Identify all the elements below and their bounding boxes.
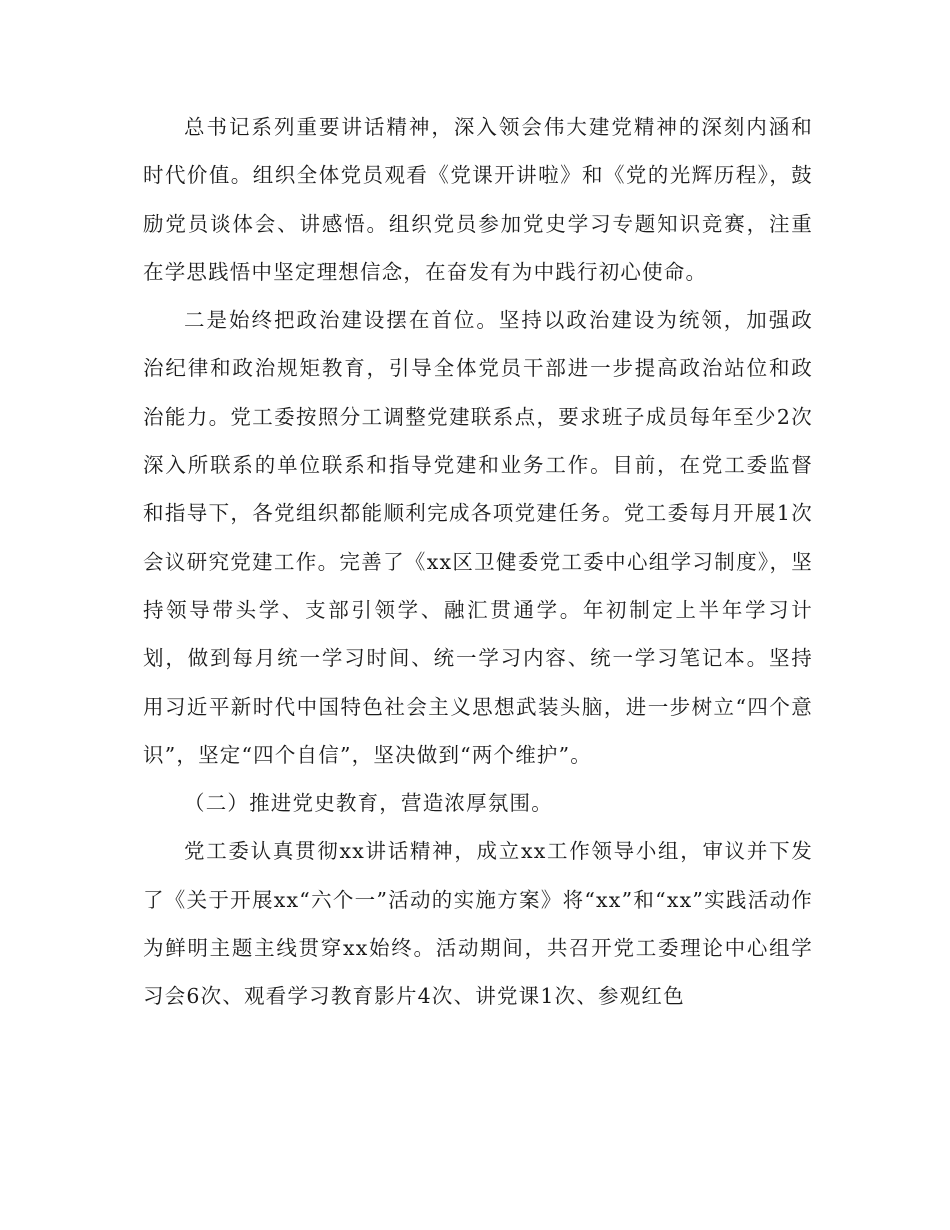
- paragraph-political-construction: 二是始终把政治建设摆在首位。坚持以政治建设为统领，加强政治纪律和政治规矩教育，引导全体党员干部进一步提高政治站位和政治能力。党工委按照分工调整党建联系点，要求班子成员每年至少2次深入所联系的单位联系和指导党建和业务工作。目前，在党工委监督和指导下，各党组织都能顺利完成各项党建任务。党工委每月开展1次会议研究党建工作。完善了《xx区卫健委党工委中心组学习制度》，坚持领导带头学、支部引领学、融汇贯通学。年初制定上半年学习计划，做到每月统一学习时间、统一学习内容、统一学习笔记本。坚持用习近平新时代中国特色社会主义思想武装头脑，进一步树立“四个意识”，坚定“四个自信”，坚决做到“两个维护”。: [143, 308, 813, 767]
- section-heading-party-history: （二）推进党史教育，营造浓厚氛围。: [184, 791, 553, 816]
- document-body: [143, 103, 813, 1021]
- paragraph-study-spirit: 总书记系列重要讲话精神，深入领会伟大建党精神的深刻内涵和时代价值。组织全体党员观看《党课开讲啦》和《党的光辉历程》，鼓励党员谈体会、讲感悟。组织党员参加党史学习专题知识竞赛，注重在学思践悟中坚定理想信念，在奋发有为中践行初心使命。: [143, 115, 813, 284]
- paragraph-party-history-activities: 党工委认真贯彻xx讲话精神，成立xx工作领导小组，审议并下发了《关于开展xx“六个一”活动的实施方案》将“xx”和“xx”实践活动作为鲜明主题主线贯穿xx始终。活动期间，共召开党工委理论中心组学习会6次、观看学习教育影片4次、讲党课1次、参观红色: [143, 839, 813, 1009]
